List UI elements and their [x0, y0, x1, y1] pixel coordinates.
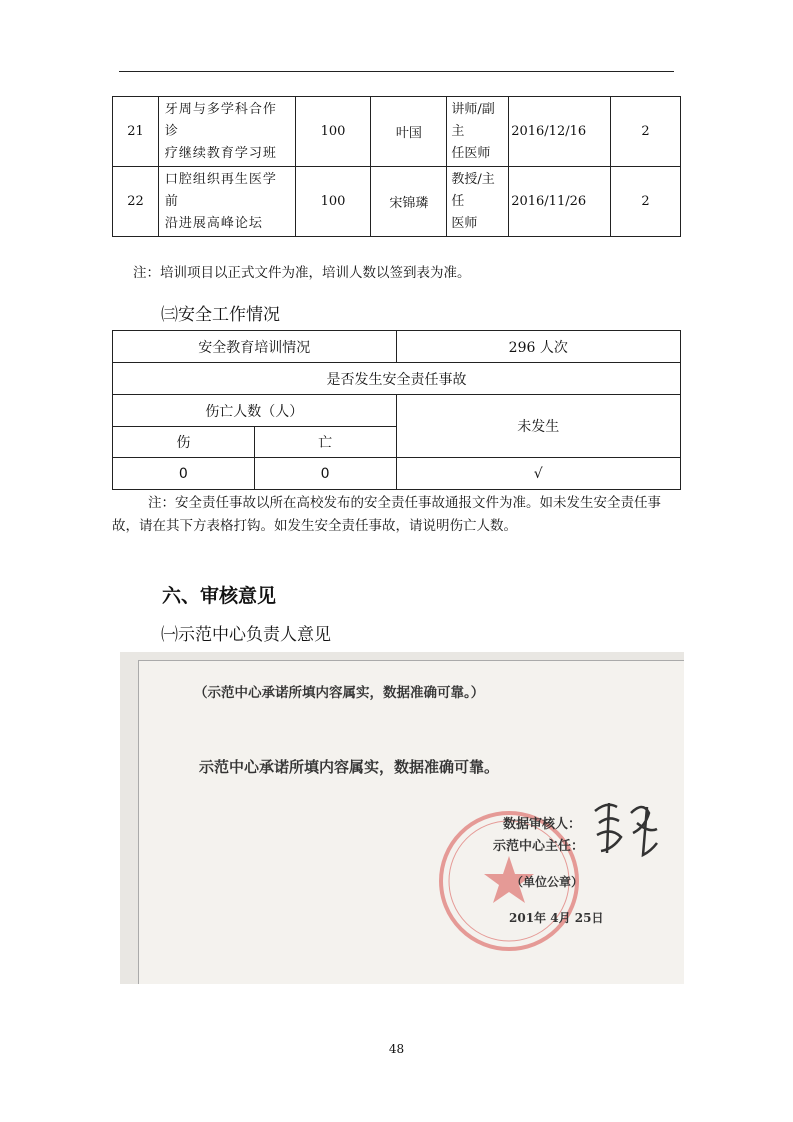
signature-date: 201年 4月 25日: [509, 911, 604, 925]
director-label: 示范中心主任：: [493, 839, 585, 854]
credits: 2: [611, 97, 681, 167]
sub-heading: ㈠示范中心负责人意见: [161, 625, 331, 645]
seal-label: （单位公章）: [511, 875, 584, 889]
status-label: 未发生: [396, 395, 681, 458]
check-mark: √: [396, 458, 681, 490]
training-note: 注：培训项目以正式文件为准，培训人数以签到表为准。: [133, 265, 471, 281]
safety-table: [112, 330, 681, 490]
training-table: [112, 96, 681, 237]
row-number: 21: [113, 97, 159, 167]
person-title: 教授/主任 医师: [447, 167, 509, 237]
page-number: 48: [388, 1042, 405, 1056]
table-row: [113, 97, 681, 167]
handwritten-signature: [587, 793, 667, 863]
header-rule: [119, 71, 674, 72]
credits: 2: [611, 167, 681, 237]
person-name: 叶国: [371, 97, 447, 167]
injured-value: 0: [113, 458, 255, 490]
commitment-bracket-text: （示范中心承诺所填内容属实，数据准确可靠。）: [194, 685, 485, 701]
training-date: 2016/11/26: [509, 167, 611, 237]
commitment-text: 示范中心承诺所填内容属实，数据准确可靠。: [199, 758, 500, 776]
dead-label: 亡: [254, 427, 396, 458]
approval-photo: [120, 652, 684, 984]
training-value: 296 人次: [396, 331, 681, 363]
row-number: 22: [113, 167, 159, 237]
person-name: 宋锦璘: [371, 167, 447, 237]
project-name: 牙周与多学科合作诊 疗继续教育学习班: [158, 97, 295, 167]
accident-label: 是否发生安全责任事故: [113, 363, 681, 395]
safety-note: 注：安全责任事故以所在高校发布的安全责任事故通报文件为准。如未发生安全责任事故，请在其下方表格打钩。如发生安全责任事故，请说明伤亡人数。: [112, 495, 661, 534]
injured-label: 伤: [113, 427, 255, 458]
table-row: [113, 167, 681, 237]
safety-heading: ㈢安全工作情况: [161, 305, 280, 325]
participant-count: 100: [295, 167, 371, 237]
section-heading: 六、审核意见: [162, 585, 277, 607]
paper-sheet: [138, 660, 684, 984]
participant-count: 100: [295, 97, 371, 167]
reviewer-label: 数据审核人：: [503, 817, 582, 832]
dead-value: 0: [254, 458, 396, 490]
training-date: 2016/12/16: [509, 97, 611, 167]
training-label: 安全教育培训情况: [113, 331, 397, 363]
person-title: 讲师/副主 任医师: [447, 97, 509, 167]
casualty-label: 伤亡人数（人）: [113, 395, 397, 427]
project-name: 口腔组织再生医学前 沿进展高峰论坛: [158, 167, 295, 237]
